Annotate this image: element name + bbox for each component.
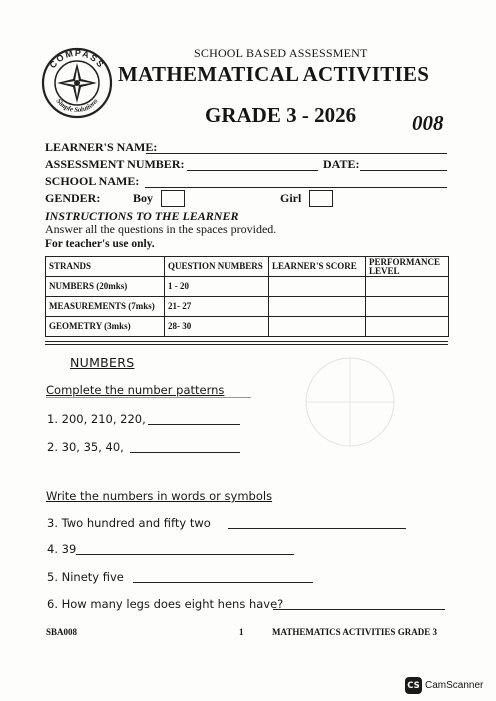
teacher-use-label: For teacher's use only. <box>45 238 155 250</box>
boy-checkbox[interactable] <box>161 190 185 207</box>
question-numbers-cell: 1 - 20 <box>165 277 269 297</box>
assessment-number-line[interactable] <box>187 170 318 171</box>
gender-label: GENDER: <box>45 191 101 205</box>
table-row <box>46 277 449 297</box>
question-5: 5. Ninety five <box>47 570 124 584</box>
divider-top <box>45 341 448 342</box>
table-row <box>46 297 449 317</box>
assessment-number-label: ASSESSMENT NUMBER: <box>45 157 185 171</box>
header-question-numbers: QUESTION NUMBERS <box>165 257 269 277</box>
strand-cell: MEASUREMENTS (7mks) <box>46 297 165 317</box>
table-header-row <box>46 257 449 277</box>
compass-logo <box>41 47 113 119</box>
answer-line-5[interactable] <box>133 582 313 583</box>
date-line[interactable] <box>360 170 447 171</box>
header-performance-level: PERFORMANCE LEVEL <box>366 257 449 277</box>
paper-code: 008 <box>412 111 444 135</box>
answer-line-1[interactable] <box>148 424 240 425</box>
performance-cell[interactable] <box>366 317 449 337</box>
grade-year: GRADE 3 - 2026 <box>205 103 357 127</box>
footer-page-number: 1 <box>239 627 244 637</box>
question-2: 2. 30, 35, 40, <box>47 440 124 454</box>
camscanner-icon: CS <box>405 677 422 694</box>
boy-label: Boy <box>133 191 154 205</box>
divider-bottom <box>45 344 448 345</box>
exam-title: MATHEMATICAL ACTIVITIES <box>118 62 430 86</box>
girl-label: Girl <box>280 191 302 205</box>
question-numbers-cell: 21- 27 <box>165 297 269 317</box>
girl-checkbox[interactable] <box>309 190 333 207</box>
footer-subject: MATHEMATICS ACTIVITIES GRADE 3 <box>272 627 437 637</box>
header-strands: STRANDS <box>46 257 165 277</box>
question-3: 3. Two hundred and fifty two <box>47 516 211 530</box>
score-cell[interactable] <box>269 297 366 317</box>
answer-line-6[interactable] <box>273 609 445 610</box>
header-learner-score: LEARNER'S SCORE <box>269 257 366 277</box>
strand-cell: NUMBERS (20mks) <box>46 277 165 297</box>
subheading-underline <box>46 397 251 398</box>
section-title: NUMBERS <box>70 355 135 370</box>
learner-name-label: LEARNER'S NAME: <box>45 140 158 154</box>
camscanner-label: CamScanner <box>425 680 484 691</box>
question-4: 4. 39 <box>47 542 77 556</box>
learner-name-line[interactable] <box>146 153 447 154</box>
strand-cell: GEOMETRY (3mks) <box>46 317 165 337</box>
instructions-title: INSTRUCTIONS TO THE LEARNER <box>45 209 239 223</box>
answer-line-3[interactable] <box>228 528 406 529</box>
assessment-subtitle: SCHOOL BASED ASSESSMENT <box>194 46 368 60</box>
score-cell[interactable] <box>269 317 366 337</box>
score-cell[interactable] <box>269 277 366 297</box>
answer-line-2[interactable] <box>130 452 240 453</box>
table-row <box>46 317 449 337</box>
question-6: 6. How many legs does eight hens have? <box>47 597 284 611</box>
logo-text-bottom: Simple Solutions <box>54 97 100 115</box>
instructions-text: Answer all the questions in the spaces provided. <box>45 222 277 236</box>
school-name-line[interactable] <box>145 187 447 188</box>
logo-text-top: COMPASS <box>47 47 107 71</box>
subheading-words-symbols: Write the numbers in words or symbols <box>46 489 273 503</box>
question-numbers-cell: 28- 30 <box>165 317 269 337</box>
answer-line-4[interactable] <box>76 554 294 555</box>
marks-table <box>45 256 449 337</box>
subheading-patterns: Complete the number patterns <box>46 383 225 397</box>
bleed-through-circle <box>300 352 400 452</box>
question-1: 1. 200, 210, 220, <box>47 412 146 426</box>
performance-cell[interactable] <box>366 297 449 317</box>
performance-cell[interactable] <box>366 277 449 297</box>
date-label: DATE: <box>323 157 360 171</box>
school-name-label: SCHOOL NAME: <box>45 174 140 188</box>
footer-code: SBA008 <box>46 627 78 637</box>
